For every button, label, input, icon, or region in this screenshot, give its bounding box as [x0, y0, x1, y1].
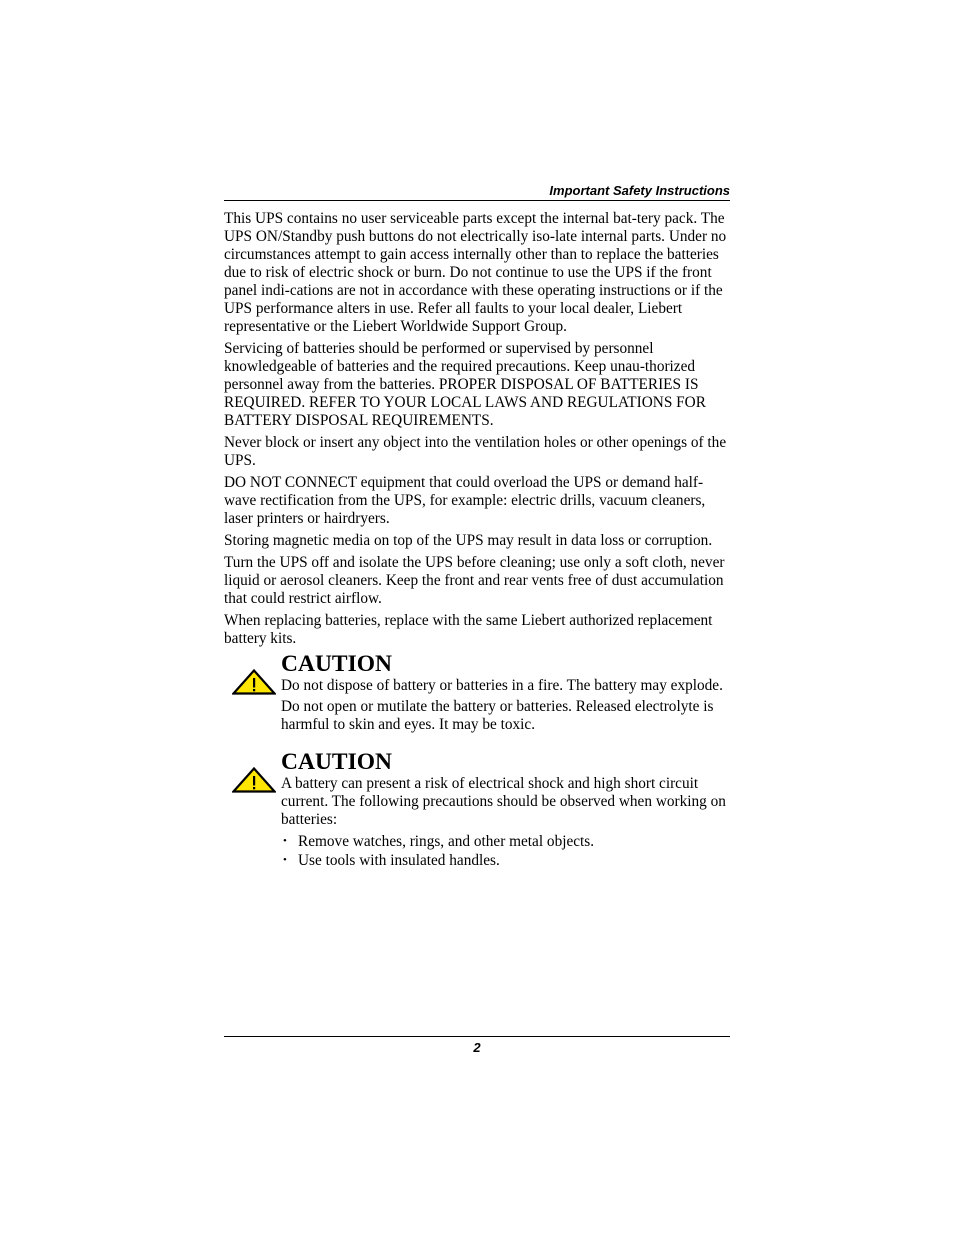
- paragraph-replacing-batteries: When replacing batteries, replace with the same Liebert authorized replacement battery kits.: [224, 612, 713, 647]
- paragraph-do-not-connect: DO NOT CONNECT equipment that could overload the UPS or demand half-wave rectification from the UPS, for example: electric drills, vacuum cleaners, laser printers or hairdryers.: [224, 474, 706, 527]
- warning-triangle-icon: [232, 669, 276, 695]
- list-item: [281, 851, 730, 870]
- caution-title: CAUTION: [281, 749, 392, 775]
- bullet-icon: •: [283, 854, 287, 866]
- paragraph-ventilation: Never block or insert any object into the ventilation holes or other openings of the UPS.: [224, 434, 727, 469]
- header-title: Important Safety Instructions: [549, 183, 730, 198]
- warning-triangle-icon: [232, 767, 276, 793]
- list-item-text: Use tools with insulated handles.: [298, 852, 500, 869]
- bullet-icon: •: [283, 835, 287, 847]
- page-header: [224, 182, 730, 201]
- caution-text-shock: A battery can present a risk of electrical shock and high short circuit current. The following precautions should be observed when working on batteries:: [281, 775, 726, 828]
- list-item-text: Remove watches, rings, and other metal objects.: [298, 833, 595, 850]
- precautions-list: [281, 832, 730, 870]
- caution-block-fire: [224, 652, 730, 734]
- caution-text-dispose: Do not dispose of battery or batteries in a fire. The battery may explode.: [281, 677, 723, 694]
- page-number: 2: [473, 1040, 481, 1055]
- page-footer: [224, 1036, 730, 1056]
- caution-block-shock: [224, 750, 730, 870]
- paragraph-serviceable-parts: This UPS contains no user serviceable parts except the internal bat-tery pack. The UPS ON/Standby push buttons do not electrically iso-late internal parts. Under no circumstances attempt to gain access internally other than to replace the batteries due to risk of electric shock or burn. Do not continue to use the UPS if the front panel indi-cations are not in accordance with these operating instructions or if the UPS performance alters in use. Refer all faults to your local dealer, Liebert representative or the Liebert Worldwide Support Group.: [224, 210, 727, 335]
- list-item: [281, 832, 730, 851]
- caution-title: CAUTION: [281, 651, 392, 677]
- paragraph-battery-servicing: Servicing of batteries should be performed or supervised by personnel knowledgeable of batteries and the required precautions. Keep unau-thorized personnel away from the batteries. PROPER DISPOSAL OF BATTERIES IS REQUIRED. REFER TO YOUR LOCAL LAWS AND REGULATIONS FOR BATTERY DISPOSAL REQUIREMENTS.: [224, 340, 706, 429]
- paragraph-magnetic-media: Storing magnetic media on top of the UPS may result in data loss or corruption.: [224, 532, 713, 549]
- paragraph-cleaning: Turn the UPS off and isolate the UPS before cleaning; use only a soft cloth, never liquid or aerosol cleaners. Keep the front and rear vents free of dust accumulation that could restrict airflow.: [224, 554, 725, 607]
- caution-text-mutilate: Do not open or mutilate the battery or batteries. Released electrolyte is harmful to skin and eyes. It may be toxic.: [281, 698, 714, 733]
- document-body: [224, 210, 730, 870]
